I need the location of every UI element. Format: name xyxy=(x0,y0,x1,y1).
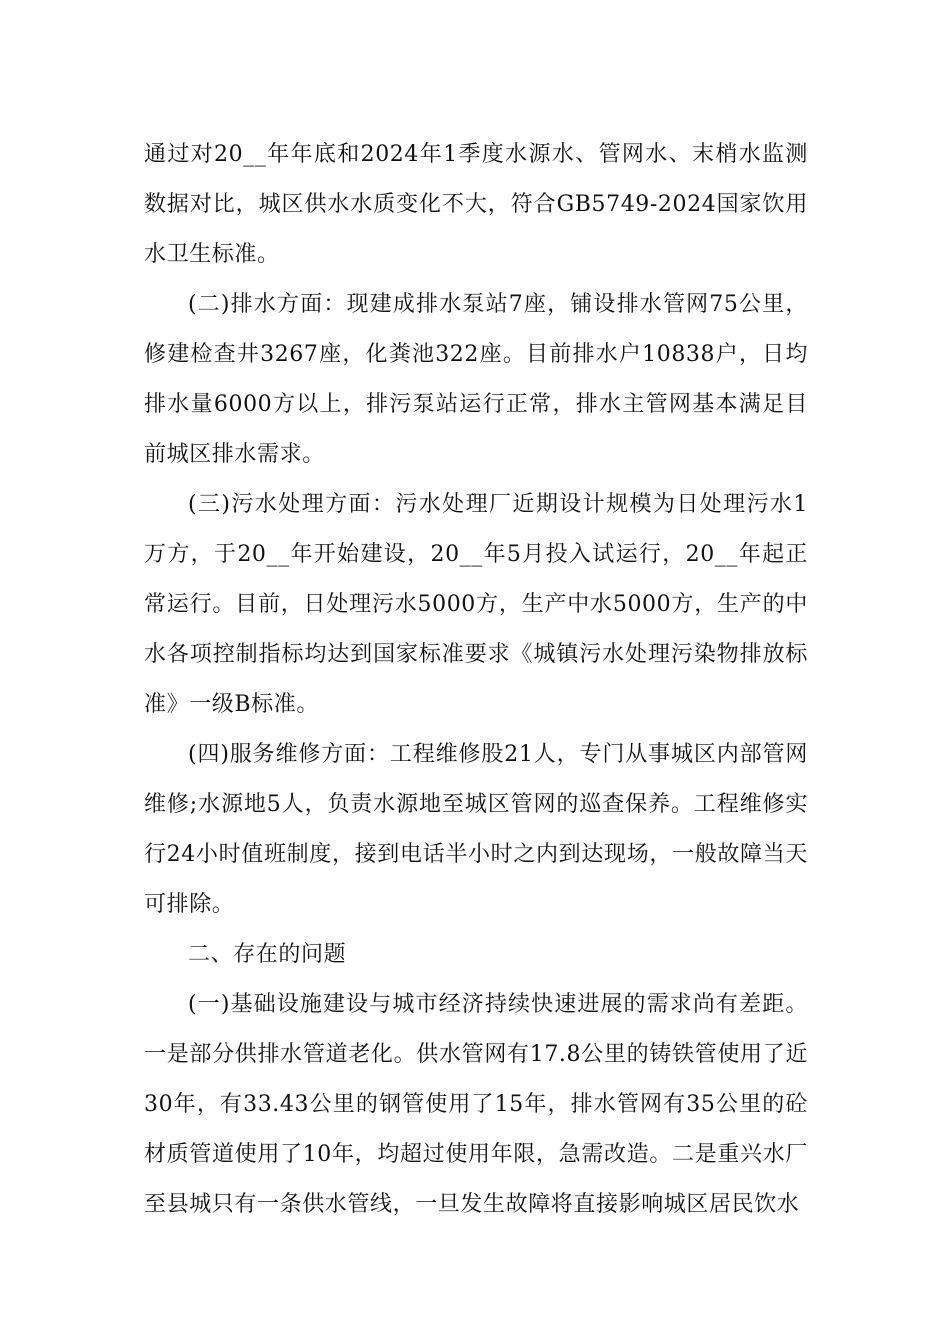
document-body xyxy=(144,130,808,1230)
paragraph-drainage: (二)排水方面：现建成排水泵站7座，铺设排水管网75公里，修建检查井3267座，化粪池322座。目前排水户10838户，日均排水量6000方以上，排污泵站运行正常，排水主管网基本满足目前城区排水需求。 xyxy=(144,292,808,467)
paragraph-infrastructure-gap: (一)基础设施建设与城市经济持续快速进展的需求尚有差距。一是部分供排水管道老化。供水管网有17.8公里的铸铁管使用了近30年，有33.43公里的钢管使用了15年，排水管网有35公里的砼材质管道使用了10年，均超过使用年限，急需改造。二是重兴水厂至县城只有一条供水管线，一旦发生故障将直接影响城区居民饮水 xyxy=(144,992,808,1217)
paragraph-sewage-treatment: (三)污水处理方面：污水处理厂近期设计规模为日处理污水1万方，于20__年开始建设，20__年5月投入试运行，20__年起正常运行。目前，日处理污水5000方，生产中水5000方，生产的中水各项控制指标均达到国家标准要求《城镇污水处理污染物排放标准》一级B标准。 xyxy=(144,492,808,717)
paragraph-maintenance-service: (四)服务维修方面：工程维修股21人，专门从事城区内部管网维修;水源地5人，负责水源地至城区管网的巡查保养。工程维修实行24小时值班制度，接到电话半小时之内到达现场，一般故障当天可排除。 xyxy=(144,742,808,917)
section-heading-problems: 二、存在的问题 xyxy=(188,942,347,967)
paragraph-water-quality: 通过对20__年年底和2024年1季度水源水、管网水、末梢水监测数据对比，城区供水水质变化不大，符合GB5749-2024国家饮用水卫生标准。 xyxy=(144,142,808,267)
